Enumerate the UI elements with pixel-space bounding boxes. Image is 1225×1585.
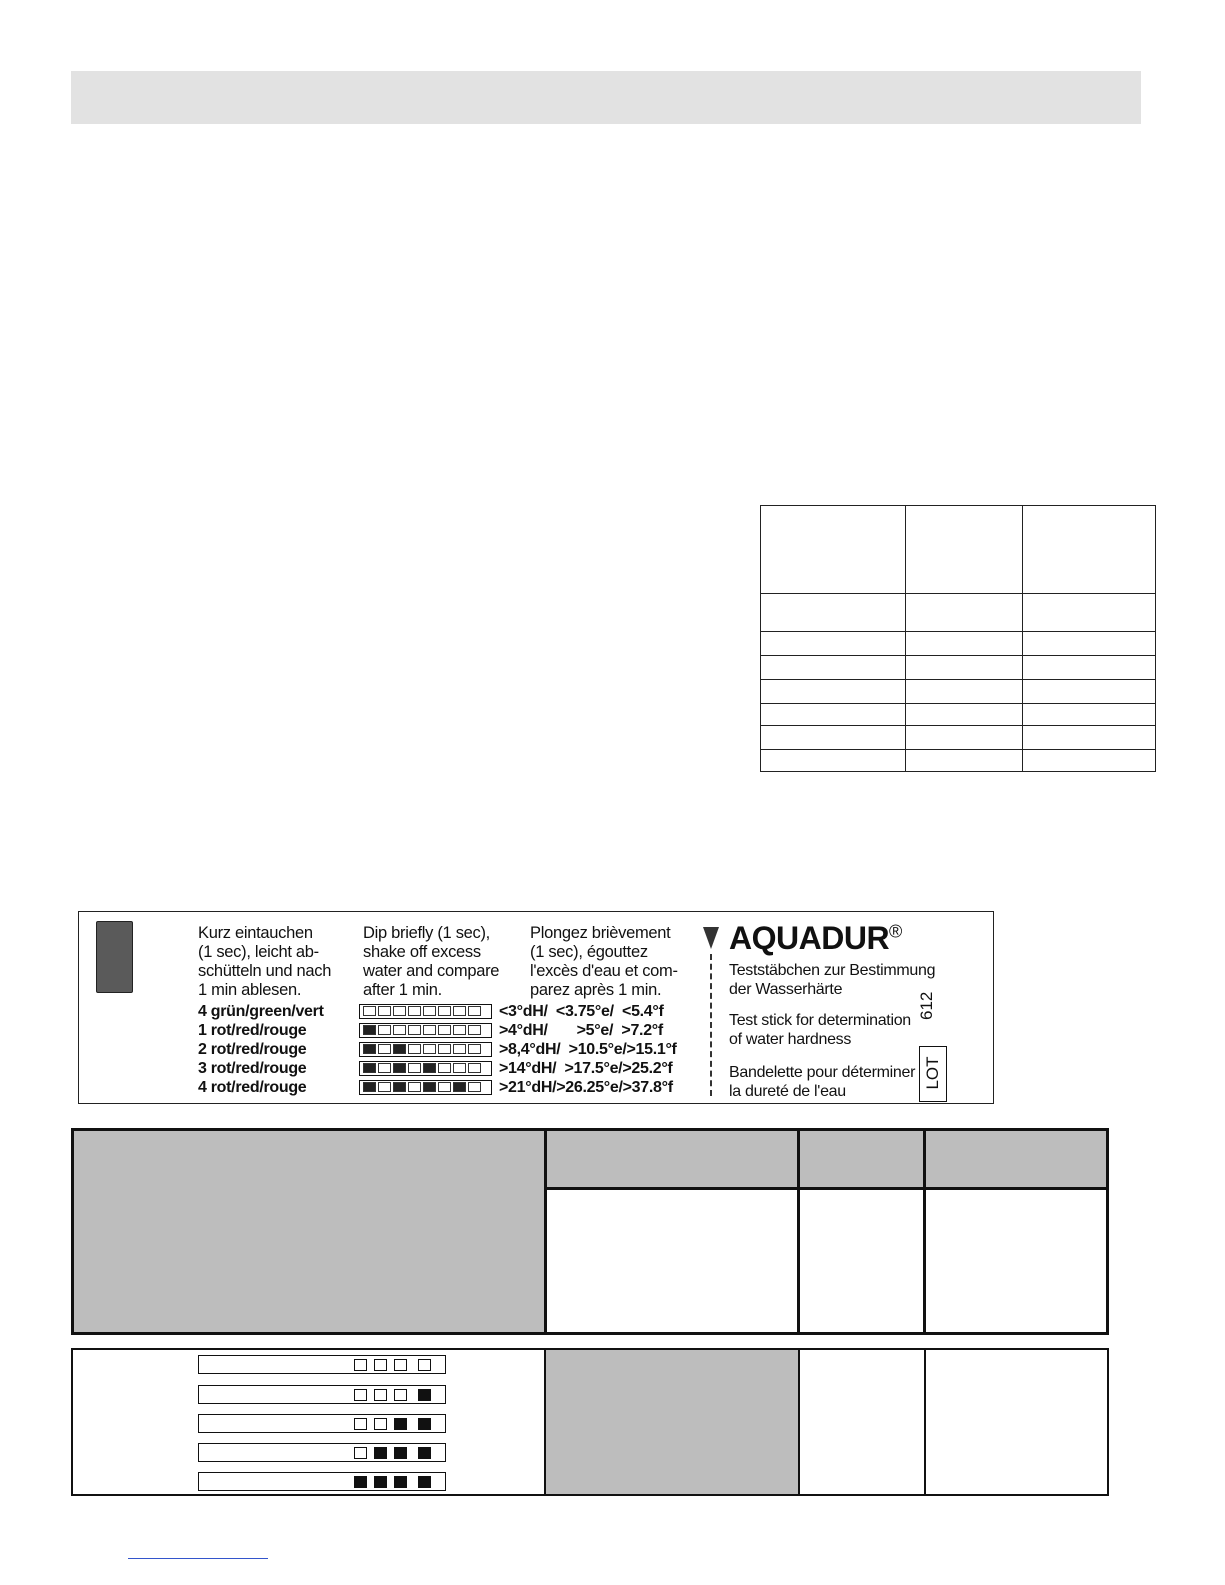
row-values: >14°dH/ >17.5°e/>25.2°f: [499, 1060, 673, 1077]
indicator-cell: [71, 1348, 544, 1496]
table-rule: [71, 1332, 544, 1335]
mini-strip: [359, 1080, 492, 1095]
table-cell: [926, 1348, 1109, 1496]
mini-strip: [359, 1004, 492, 1019]
brand-name: AQUADUR®: [729, 920, 902, 956]
mini-strip: [359, 1023, 492, 1038]
header-band: [71, 71, 1141, 124]
description-german: Teststäbchen zur Bestimmung der Wasserhärte: [729, 962, 936, 998]
indicator-strip: [198, 1472, 446, 1491]
cut-line: [710, 954, 712, 1096]
hardness-grid-table: [760, 505, 1156, 772]
table-header-merged-cell: [71, 1128, 544, 1335]
indicator-strip: [198, 1355, 446, 1374]
row-values: >4°dH/ >5°e/ >7.2°f: [499, 1022, 663, 1039]
description-french: Bandelette pour déterminer la dureté de l'eau: [729, 1064, 916, 1100]
arrow-down-icon: [703, 927, 719, 949]
row-label: 2 rot/red/rouge: [198, 1041, 307, 1058]
results-table: [71, 1128, 1111, 1496]
test-pad-square: [96, 921, 133, 993]
table-cell: [800, 1348, 926, 1496]
row-values: >8,4°dH/ >10.5°e/>15.1°f: [499, 1041, 677, 1058]
mini-strip: [359, 1042, 492, 1057]
table-cell: [926, 1187, 1109, 1335]
instructions-english: Dip briefly (1 sec), shake off excess water and compare after 1 min.: [363, 924, 500, 999]
row-label: 4 rot/red/rouge: [198, 1079, 307, 1096]
row-values: <3°dH/ <3.75°e/ <5.4°f: [499, 1003, 664, 1020]
lot-label: LOT: [923, 1056, 942, 1090]
row-values: >21°dH/>26.25°e/>37.8°f: [499, 1079, 673, 1096]
test-strip-label: [78, 911, 994, 1104]
row-label: 1 rot/red/rouge: [198, 1022, 307, 1039]
indicator-strip: [198, 1414, 446, 1433]
table-header-cell: [926, 1128, 1109, 1190]
table-header-cell: [544, 1128, 800, 1190]
row-label: 3 rot/red/rouge: [198, 1060, 307, 1077]
description-english: Test stick for determination of water hardness: [729, 1012, 911, 1048]
table-cell: [544, 1348, 800, 1496]
instructions-french: Plongez brièvement (1 sec), égouttez l'excès d'eau et com- parez après 1 min.: [530, 924, 678, 999]
footer-link-underline[interactable]: [128, 1558, 268, 1559]
instructions-german: Kurz eintauchen (1 sec), leicht ab- schütteln und nach 1 min ablesen.: [198, 924, 332, 999]
row-label: 4 grün/green/vert: [198, 1003, 324, 1020]
table-header-cell: [800, 1128, 926, 1190]
indicator-strip: [198, 1385, 446, 1404]
indicator-strip: [198, 1443, 446, 1462]
table-cell: [544, 1187, 800, 1335]
lot-number: 612: [917, 991, 936, 1020]
lot-box: [919, 1046, 947, 1102]
table-cell: [800, 1187, 926, 1335]
mini-strip: [359, 1061, 492, 1076]
